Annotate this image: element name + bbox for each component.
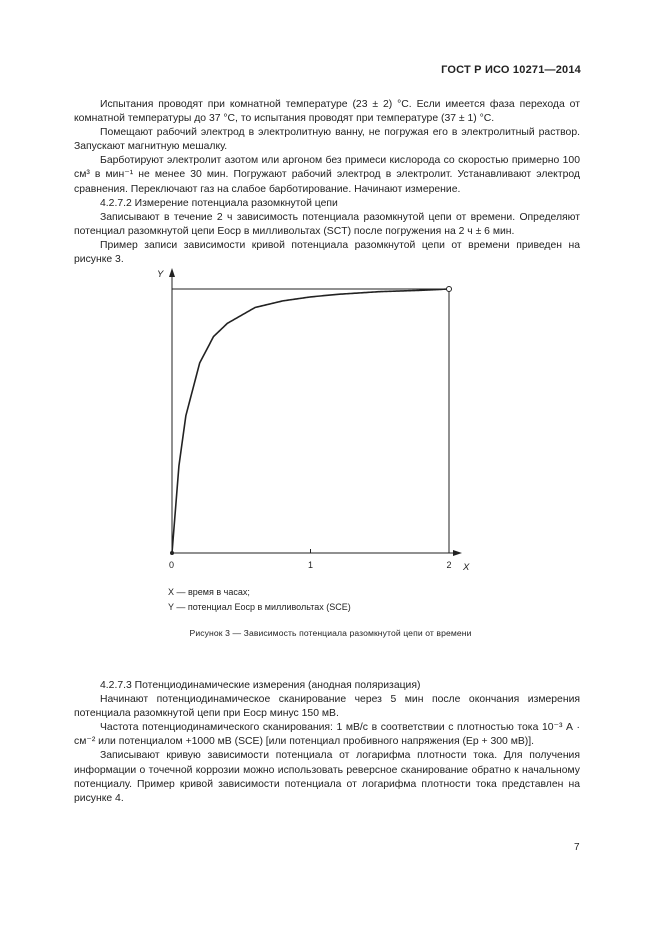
page-number: 7 xyxy=(574,842,580,853)
body-text-bottom xyxy=(74,679,580,806)
x-axis-label: X xyxy=(463,562,470,573)
chart-plot-area xyxy=(157,268,470,573)
paragraph-figure-reference: Пример записи зависимости кривой потенциала разомкнутой цепи от времени приведен на рисунке 3. xyxy=(74,239,580,266)
y-axis-arrow xyxy=(169,268,175,277)
paragraph-ocp-recording: Записывают в течение 2 ч зависимость потенциала разомкнутой цепи от времени. Определяют потенциал разомкнутой цепи Eосp в милливольтах (SCT) после погружения на 2 ч ± 6 мин. xyxy=(74,211,580,237)
potential-curve xyxy=(172,289,449,553)
paragraph-temperature: Испытания проводят при комнатной температуре (23 ± 2) °С. Если имеется фаза перехода от комнатной температуры до 37 °С, то испытания проводят при температуре (37 ± 1) °С. xyxy=(74,99,580,125)
paragraph-bubbling: Барботируют электролит азотом или аргоном без примеси кислорода со скоростью примерно 100 см³ в мин⁻¹ не менее 30 мин. Погружают рабочий электрод в электролит. Устанавливают электрод сравнения. Переключают газ на слабое барботирование. Начинают измерение. xyxy=(74,155,580,195)
x-tick-label: 0 xyxy=(169,560,175,570)
x-axis-arrow xyxy=(453,550,462,556)
legend-x: X — время в часах; xyxy=(168,587,250,597)
end-point-marker xyxy=(447,287,452,292)
x-tick-label: 1 xyxy=(307,560,314,570)
legend-y: Y — потенциал Eосp в милливольтах (SCE) xyxy=(168,602,351,612)
paragraph-scan-rate: Частота потенциодинамического сканирования: 1 мВ/с в соответствии с плотностью тока 10⁻³ А · см⁻² или потенциалом +1000 мВ (SCE) [или потенциал пробивного напряжения (Ep + 300 мВ)]. xyxy=(74,722,580,748)
figure-caption: Рисунок 3 — Зависимость потенциала разомкнутой цепи от времени xyxy=(189,628,472,638)
x-tick-label: 2 xyxy=(446,560,452,570)
paragraph-curve-recording: Записывают кривую зависимости потенциала от логарифма плотности тока. Для получения информации о точечной коррозии можно использовать реверсное сканирование обратно к начальному потенциалу. Пример кривой зависимости потенциала от логарифма плотности тока представлен на рисунке 4. xyxy=(74,750,580,804)
paragraph-scan-start: Начинают потенциодинамическое сканирование через 5 мин после окончания измерения потенциала разомкнутой цепи при Eосp минус 150 мВ. xyxy=(74,694,580,720)
y-axis-label: Y xyxy=(157,269,164,280)
document-header: ГОСТ Р ИСО 10271—2014 xyxy=(441,64,581,76)
section-heading-4-2-7-2: 4.2.7.2 Измерение потенциала разомкнутой цепи xyxy=(100,197,338,209)
start-point-marker xyxy=(170,551,174,555)
section-heading-4-2-7-3: 4.2.7.3 Потенциодинамические измерения (анодная поляризация) xyxy=(100,680,421,691)
paragraph-electrode-placement: Помещают рабочий электрод в электролитную ванну, не погружая его в электролитный раствор. Запускают магнитную мешалку. xyxy=(74,127,580,153)
